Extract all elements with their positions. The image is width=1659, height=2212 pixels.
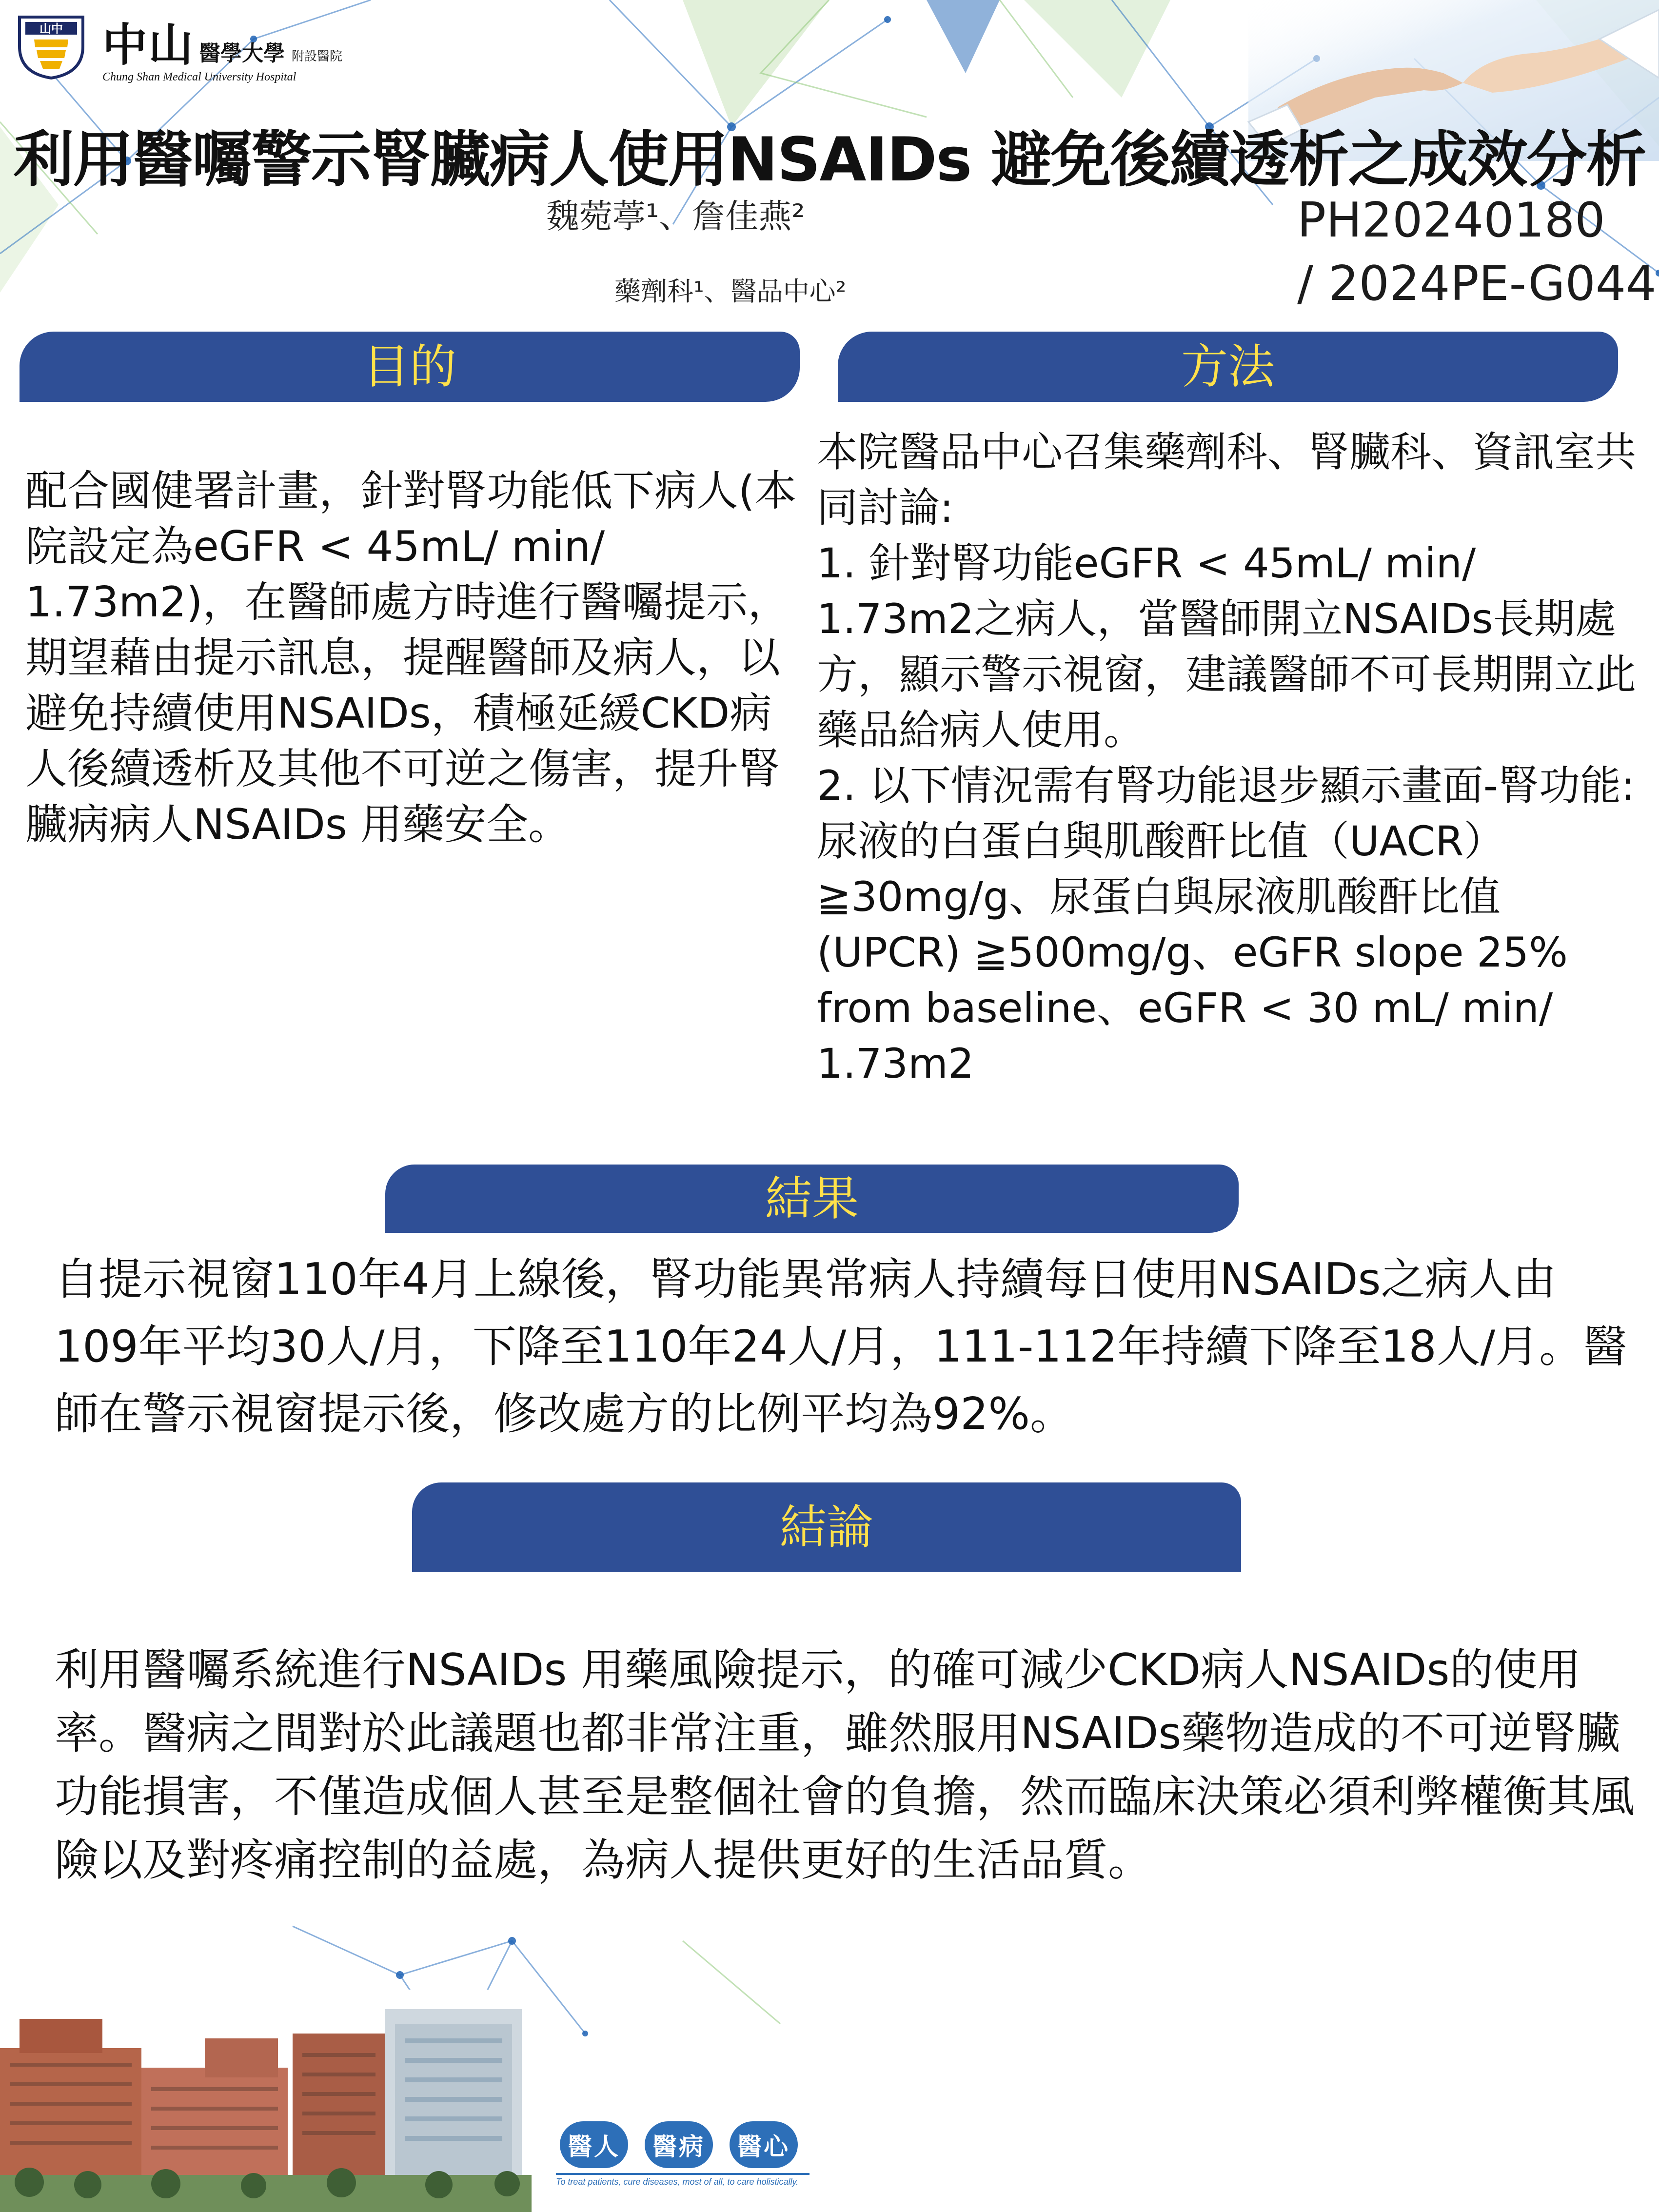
- poster-title: 利用醫囑警示腎臟病人使用NSAIDs 避免後續透析之成效分析: [13, 125, 1646, 195]
- logo-name-big: 中山: [102, 18, 195, 71]
- motto-english: To treat patients, cure diseases, most of all, to care holistically.: [556, 2177, 799, 2187]
- departments: 藥劑科¹、醫品中心²: [614, 276, 847, 307]
- authors: 魏菀葶¹、詹佳燕²: [546, 198, 805, 236]
- poster-code-line-1: PH20240180: [1297, 193, 1605, 248]
- conclusion-text: 利用醫囑系統進行NSAIDs 用藥風險提示，的確可減少CKD病人NSAIDs的使用率。醫病之間對於此議題也都非常注重，雖然服用NSAIDs藥物造成的不可逆腎臟功能損害，不僅造成個人甚至是整個社會的負擔，然而臨床決策必須利弊權衡其風險以及對疼痛控制的益處，為病人提供更好的生活品質。: [55, 1644, 1635, 1886]
- poster-code-line-2: / 2024PE-G044: [1297, 256, 1657, 312]
- motto-badge-3: 醫心: [730, 2121, 798, 2168]
- logo-name-en: Chung Shan Medical University Hospital: [102, 70, 296, 83]
- result-heading: 結果: [385, 1165, 1239, 1233]
- motto-badge-2: 醫病: [645, 2121, 713, 2168]
- hospital-buildings-photo: [0, 1990, 532, 2212]
- motto-badge-1: 醫人: [560, 2121, 628, 2168]
- method-item-1: 1. 針對腎功能eGFR < 45mL/ min/ 1.73m2之病人，當醫師開立NSAIDs長期處方，顯示警示視窗，建議醫師不可長期開立此藥品給病人使用。: [817, 539, 1637, 754]
- hospital-logo: [15, 10, 395, 83]
- method-item-2: 2. 以下情況需有腎功能退步顯示畫面-腎功能:尿液的白蛋白與肌酸酐比值（UACR）≧30mg/g、尿蛋白與尿液肌酸酐比值(UPCR) ≧500mg/g、eGFR slope 25% from baseline、eGFR < 30 mL/ min/ 1.73m2: [817, 762, 1635, 1087]
- seal-text: 山中: [40, 22, 63, 36]
- method-heading: 方法: [838, 332, 1618, 402]
- method-text: [817, 424, 1641, 1091]
- logo-name-small: 附設醫院: [292, 49, 343, 64]
- logo-name-mid: 醫學大學: [199, 40, 285, 66]
- hospital-seal-icon: [15, 12, 88, 80]
- conclusion-heading: 結論: [412, 1482, 1241, 1572]
- purpose-text: 配合國健署計畫，針對腎功能低下病人(本院設定為eGFR < 45mL/ min/ 1.73m2)，在醫師處方時進行醫囑提示，期望藉由提示訊息，提醒醫師及病人，以避免持續使用NSAIDs，積極延緩CKD病人後續透析及其他不可逆之傷害，提升腎臟病病人NSAIDs 用藥安全。: [25, 467, 797, 849]
- result-text: 自提示視窗110年4月上線後，腎功能異常病人持續每日使用NSAIDs之病人由109年平均30人/月，下降至110年24人/月，111-112年持續下降至18人/月。醫師在警示視窗提示後，修改處方的比例平均為92%。: [55, 1254, 1627, 1440]
- method-intro: 本院醫品中心召集藥劑科、腎臟科、資訊室共同討論:: [817, 428, 1637, 532]
- hospital-motto: [556, 2121, 810, 2185]
- motto-divider: [556, 2173, 810, 2175]
- purpose-heading: 目的: [20, 332, 800, 402]
